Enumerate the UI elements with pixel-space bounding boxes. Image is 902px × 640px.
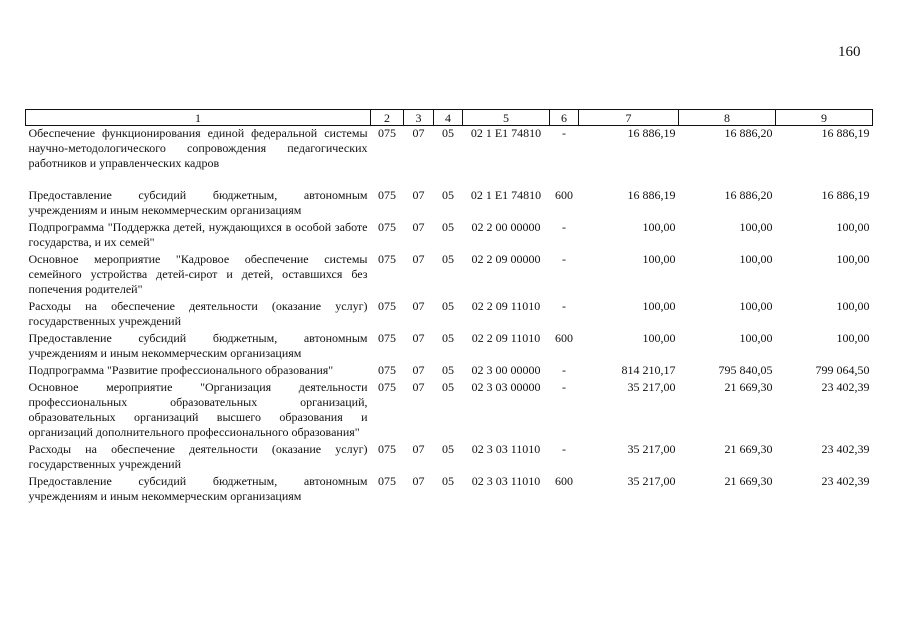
row-subsection: 05 [442,474,454,488]
budget-table [25,109,873,506]
row-amount-2: 100,00 [739,252,773,266]
header-cell-3: 3 [404,110,434,126]
header-cell-7: 7 [579,110,679,126]
row-name: Подпрограмма "Поддержка детей, нуждающихся в особой заботе государства, и их семей" [28,220,368,249]
table-row [26,380,873,442]
row-name: Предоставление субсидий бюджетным, автономным учреждениям и иным некоммерческим организациям [28,331,368,360]
row-amount-3: 100,00 [836,299,870,313]
table-row [26,299,873,331]
row-admin-code: 075 [378,126,396,140]
header-cell-6: 6 [550,110,579,126]
row-expense-type: 600 [555,474,573,488]
header-row [26,110,873,126]
row-amount-3: 23 402,39 [821,474,870,488]
row-amount-3: 100,00 [836,252,870,266]
table-row [26,220,873,252]
row-expense-type: - [562,380,566,394]
row-admin-code: 075 [378,363,396,377]
row-admin-code: 075 [378,299,396,313]
row-expense-type: - [562,220,566,234]
spacer-cell [26,173,873,188]
row-subsection: 05 [442,442,454,456]
row-target-code: 02 1 E1 74810 [470,188,542,202]
row-subsection: 05 [442,188,454,202]
row-amount-2: 16 886,20 [724,126,773,140]
row-name: Основное мероприятие "Организация деятельности профессиональных образовательных организаций, образовательных организаций высшего образования и организаций дополнительного профессионального образования" [28,380,368,439]
row-admin-code: 075 [378,380,396,394]
row-target-code: 02 3 03 00000 [471,380,541,394]
row-amount-3: 23 402,39 [821,442,870,456]
header-cell-5: 5 [463,110,550,126]
row-section: 07 [412,363,425,377]
row-admin-code: 075 [378,252,396,266]
row-name: Расходы на обеспечение деятельности (оказание услуг) государственных учреждений [28,442,368,471]
row-amount-2: 100,00 [739,331,773,345]
row-amount-1: 35 217,00 [627,474,676,488]
row-subsection: 05 [442,331,454,345]
row-amount-1: 814 210,17 [621,363,676,377]
row-amount-1: 35 217,00 [627,380,676,394]
header-cell-1: 1 [26,110,371,126]
row-admin-code: 075 [378,474,396,488]
row-amount-3: 799 064,50 [815,363,870,377]
row-name: Подпрограмма "Развитие профессионального образования" [28,363,334,377]
row-admin-code: 075 [378,331,396,345]
row-subsection: 05 [442,252,454,266]
row-expense-type: 600 [555,331,573,345]
row-expense-type: 600 [555,188,573,202]
row-subsection: 05 [442,363,454,377]
row-name: Расходы на обеспечение деятельности (оказание услуг) государственных учреждений [28,299,368,328]
row-target-code: 02 1 E1 74810 [470,126,542,140]
row-amount-2: 21 669,30 [724,442,773,456]
row-amount-3: 23 402,39 [821,380,870,394]
row-target-code: 02 2 09 00000 [471,252,541,266]
row-expense-type: - [562,299,566,313]
table-row [26,442,873,474]
row-section: 07 [412,126,425,140]
row-target-code: 02 2 09 11010 [471,299,541,313]
row-subsection: 05 [442,126,454,140]
row-target-code: 02 3 00 00000 [471,363,541,377]
row-admin-code: 075 [378,188,396,202]
header-cell-2: 2 [371,110,404,126]
row-amount-2: 100,00 [739,220,773,234]
row-amount-3: 16 886,19 [821,126,870,140]
row-target-code: 02 2 09 11010 [471,331,541,345]
row-target-code: 02 2 00 00000 [471,220,541,234]
header-cell-8: 8 [679,110,776,126]
row-section: 07 [412,380,425,394]
row-section: 07 [412,442,425,456]
table-body [26,126,873,507]
row-name: Предоставление субсидий бюджетным, автономным учреждениям и иным некоммерческим организациям [28,188,368,217]
row-subsection: 05 [442,380,454,394]
row-section: 07 [412,474,425,488]
header-cell-9: 9 [776,110,873,126]
table-row [26,188,873,220]
row-subsection: 05 [442,299,454,313]
row-expense-type: - [562,252,566,266]
row-amount-1: 35 217,00 [627,442,676,456]
row-amount-2: 795 840,05 [718,363,773,377]
row-amount-1: 100,00 [642,252,676,266]
table-row [26,474,873,506]
row-amount-3: 16 886,19 [821,188,870,202]
row-amount-1: 100,00 [642,220,676,234]
row-subsection: 05 [442,220,454,234]
row-amount-1: 100,00 [642,299,676,313]
row-name: Обеспечение функционирования единой федеральной системы научно-методологического сопровождения педагогических работников и управленческих кадров [28,126,368,170]
row-amount-2: 21 669,30 [724,380,773,394]
row-expense-type: - [562,363,566,377]
row-amount-3: 100,00 [836,331,870,345]
row-amount-1: 16 886,19 [627,188,676,202]
table-row [26,363,873,380]
row-admin-code: 075 [378,220,396,234]
table-row [26,252,873,299]
page-number: 160 [838,44,861,60]
row-amount-1: 16 886,19 [627,126,676,140]
spacer-row [26,173,873,188]
row-amount-3: 100,00 [836,220,870,234]
row-amount-2: 21 669,30 [724,474,773,488]
table-row [26,331,873,363]
row-section: 07 [412,188,425,202]
table-header [26,110,873,126]
row-expense-type: - [562,126,566,140]
row-amount-2: 16 886,20 [724,188,773,202]
row-target-code: 02 3 03 11010 [471,442,541,456]
row-section: 07 [412,252,425,266]
row-amount-2: 100,00 [739,299,773,313]
header-cell-4: 4 [434,110,463,126]
row-amount-1: 100,00 [642,331,676,345]
row-section: 07 [412,299,425,313]
row-name: Предоставление субсидий бюджетным, автономным учреждениям и иным некоммерческим организациям [28,474,368,503]
row-target-code: 02 3 03 11010 [471,474,541,488]
row-section: 07 [412,220,425,234]
row-name: Основное мероприятие "Кадровое обеспечение системы семейного устройства детей-сирот и детей, оставшихся без попечения родителей" [28,252,368,296]
row-admin-code: 075 [378,442,396,456]
table-row [26,126,873,174]
row-section: 07 [412,331,425,345]
row-expense-type: - [562,442,566,456]
